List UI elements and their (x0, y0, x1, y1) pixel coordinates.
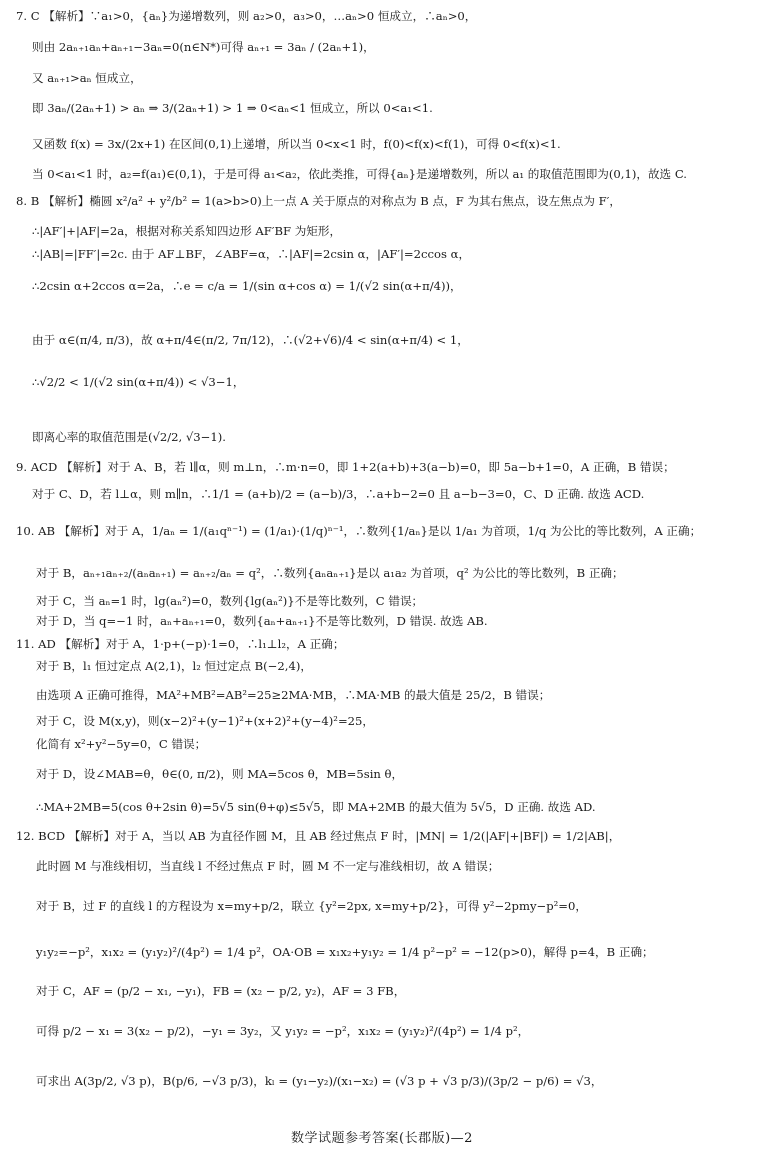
q7-line-1: 7. C 【解析】∵a₁>0，{aₙ}为递增数列，则 a₂>0，a₃>0，…aₙ>0 恒成立，∴aₙ>0， (16, 9, 477, 23)
q11-line-5: 化简有 x²+y²−5y=0，C 错误； (36, 737, 207, 751)
q8-line-5: 由于 α∈(π/4, π/3)，故 α+π/4∈(π/2, 7π/12)，∴(√2+√6)/4 < sin(α+π/4) < 1， (32, 333, 469, 347)
q9-line-2: 对于 C、D，若 l⊥α，则 m∥n，∴1/1 = (a+b)/2 = (a−b)/3，∴a+b−2=0 且 a−b−3=0，C、D 正确. 故选 ACD. (32, 487, 645, 501)
q12-line-1: 12. BCD 【解析】对于 A，当以 AB 为直径作圆 M，且 AB 经过焦点 F 时，|MN| = 1/2(|AF|+|BF|) = 1/2|AB|， (16, 829, 621, 843)
q9-line-1: 9. ACD 【解析】对于 A、B，若 l∥α，则 m⊥n，∴m·n=0，即 1+2(a+b)+3(a−b)=0，即 5a−b+1=0，A 正确，B 错误； (16, 460, 675, 474)
q10-line-4: 对于 D，当 q=−1 时，aₙ+aₙ₊₁=0，数列{aₙ+aₙ₊₁}不是等比数列，D 错误. 故选 AB. (36, 614, 488, 628)
page-footer: 数学试题参考答案(长郡版)—2 (291, 1131, 473, 1146)
q7-line-5: 又函数 f(x) = 3x/(2x+1) 在区间(0,1)上递增，所以当 0<x<1 时，f(0)<f(x)<f(1)，可得 0<f(x)<1. (32, 137, 561, 151)
q8-line-1: 8. B 【解析】椭圆 x²/a² + y²/b² = 1(a>b>0)上一点 A 关于原点的对称点为 B 点，F 为其右焦点，设左焦点为 F′， (16, 194, 621, 208)
q10-line-3: 对于 C，当 aₙ=1 时，lg(aₙ²)=0，数列{lg(aₙ²)}不是等比数列，C 错误； (36, 594, 424, 608)
q12-line-2: 此时圆 M 与准线相切，当直线 l 不经过焦点 F 时，圆 M 不一定与准线相切，故 A 错误； (36, 859, 500, 873)
q11-line-1: 11. AD 【解析】对于 A，1·p+(−p)·1=0，∴l₁⊥l₂，A 正确； (16, 637, 345, 651)
q12-line-6: 可得 p/2 − x₁ = 3(x₂ − p/2)，−y₁ = 3y₂，又 y₁y₂ = −p²，x₁x₂ = (y₁y₂)²/(4p²) = 1/4 p²， (36, 1024, 530, 1038)
q11-line-4: 对于 C，设 M(x,y)，则(x−2)²+(y−1)²+(x+2)²+(y−4)²=25， (36, 714, 375, 728)
q12-line-5: 对于 C，AF = (p/2 − x₁, −y₁)，FB = (x₂ − p/2, y₂)，AF = 3 FB， (36, 984, 406, 998)
q11-line-6: 对于 D，设∠MAB=θ，θ∈(0, π/2)，则 MA=5cos θ，MB=5sin θ， (36, 767, 404, 781)
q7-line-6: 当 0<a₁<1 时，a₂=f(a₁)∈(0,1)，于是可得 a₁<a₂，依此类推，可得{aₙ}是递增数列，所以 a₁ 的取值范围即为(0,1)，故选 C. (32, 167, 687, 181)
q8-line-3: ∴|AB|=|FF′|=2c. 由于 AF⊥BF，∠ABF=α，∴|AF|=2csin α，|AF′|=2ccos α， (32, 247, 471, 261)
q8-line-7: 即离心率的取值范围是(√2/2, √3−1). (32, 430, 226, 444)
q7-line-2: 则由 2aₙ₊₁aₙ+aₙ₊₁−3aₙ=0(n∈N*)可得 aₙ₊₁ = 3aₙ / (2aₙ+1)， (32, 40, 375, 54)
q11-line-2: 对于 B，l₁ 恒过定点 A(2,1)，l₂ 恒过定点 B(−2,4)， (36, 659, 312, 673)
q11-line-3: 由选项 A 正确可推得，MA²+MB²=AB²=25≥2MA·MB，∴MA·MB 的最大值是 25/2，B 错误； (36, 688, 551, 702)
q10-line-1: 10. AB 【解析】对于 A，1/aₙ = 1/(a₁qⁿ⁻¹) = (1/a₁)·(1/q)ⁿ⁻¹，∴数列{1/aₙ}是以 1/a₁ 为首项，1/q 为公比的等比数列，A 正确； (16, 524, 702, 538)
q11-line-7: ∴MA+2MB=5(cos θ+2sin θ)=5√5 sin(θ+φ)≤5√5，即 MA+2MB 的最大值为 5√5，D 正确. 故选 AD. (36, 800, 596, 814)
q8-line-2: ∴|AF′|+|AF|=2a，根据对称关系知四边形 AF′BF 为矩形， (32, 224, 342, 238)
q8-line-4: ∴2csin α+2ccos α=2a，∴e = c/a = 1/(sin α+cos α) = 1/(√2 sin(α+π/4))， (32, 279, 462, 293)
q10-line-2: 对于 B，aₙ₊₁aₙ₊₂/(aₙaₙ₊₁) = aₙ₊₂/aₙ = q²，∴数列{aₙaₙ₊₁}是以 a₁a₂ 为首项，q² 为公比的等比数列，B 正确； (36, 566, 624, 580)
q12-line-4: y₁y₂=−p²，x₁x₂ = (y₁y₂)²/(4p²) = 1/4 p²，OA·OB = x₁x₂+y₁y₂ = 1/4 p²−p² = −12(p>0)，解得 p=4，B 正确； (36, 945, 654, 959)
q12-line-7: 可求出 A(3p/2, √3 p)，B(p/6, −√3 p/3)，kₗ = (y₁−y₂)/(x₁−x₂) = (√3 p + √3 p/3)/(3p/2 − p/6) = √3， (36, 1074, 603, 1088)
q7-line-3: 又 aₙ₊₁>aₙ 恒成立， (32, 71, 142, 85)
q12-line-3: 对于 B，过 F 的直线 l 的方程设为 x=my+p/2，联立 {y²=2px, x=my+p/2}，可得 y²−2pmy−p²=0， (36, 899, 587, 913)
q8-line-6: ∴√2/2 < 1/(√2 sin(α+π/4)) < √3−1， (32, 375, 245, 389)
q7-line-4: 即 3aₙ/(2aₙ+1) > aₙ ⇒ 3/(2aₙ+1) > 1 ⇒ 0<aₙ<1 恒成立，所以 0<a₁<1. (32, 101, 433, 115)
